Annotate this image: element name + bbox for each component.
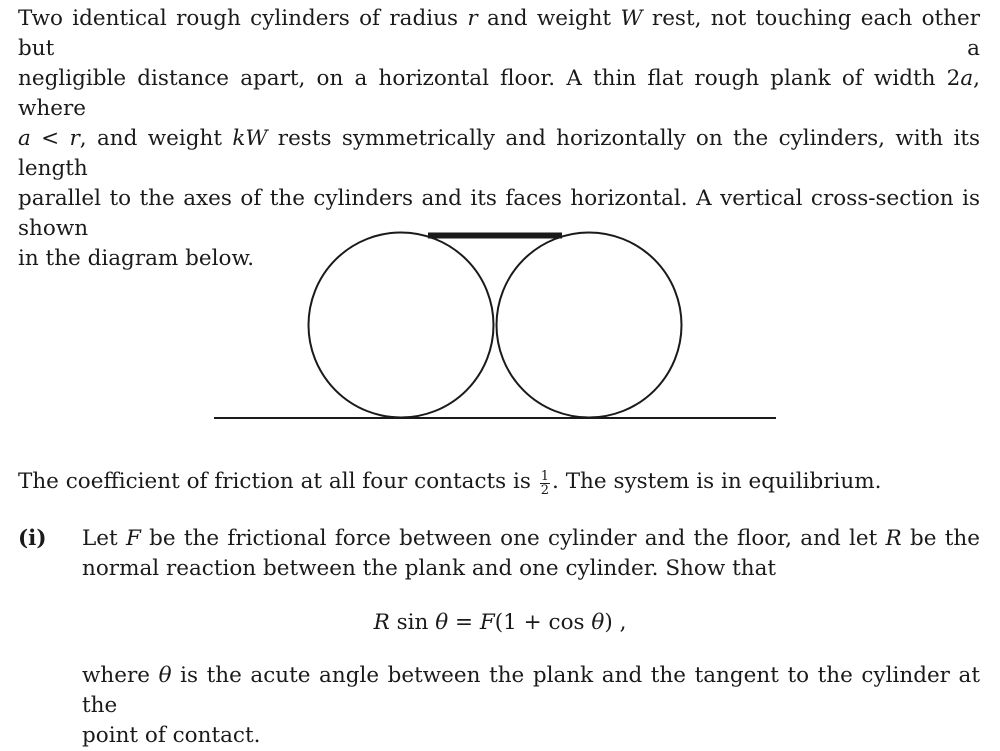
part-i-body — [82, 524, 980, 584]
intro-line-1: Two identical rough cylinders of radius r and weight W rest, not touching each other but a — [18, 6, 981, 61]
where-line-2: point of contact. — [82, 723, 261, 748]
intro-line-5: in the diagram below. — [18, 246, 255, 271]
radius-symbol: r — [467, 6, 478, 31]
intro-line-4: parallel to the axes of the cylinders and its faces horizontal. A vertical cross-section is shown — [18, 186, 980, 241]
fraction-half: $\frac{1}{2}$ — [540, 469, 550, 498]
right-cylinder — [497, 233, 682, 418]
where-clause — [82, 661, 980, 751]
weight-symbol: W — [620, 6, 643, 31]
intro-line-3: a < r, and weight kW rests symmetrically and horizontally on the cylinders, with its length — [18, 126, 980, 181]
where-line-1: where θ is the acute angle between the plank and the tangent to the cylinder at the — [82, 663, 980, 718]
left-cylinder — [309, 233, 494, 418]
intro-line-2: negligible distance apart, on a horizontal floor. A thin flat rough plank of width 2a, where — [18, 66, 980, 121]
part-i-label: (i) — [18, 526, 47, 551]
part-i-line-1: Let F be the frictional force between one cylinder and the floor, and let R be the — [82, 526, 980, 551]
display-equation: R sin θ = F(1 + cos θ) , — [373, 610, 627, 635]
cross-section-diagram — [0, 200, 1000, 440]
friction-statement: The coefficient of friction at all four contacts is $\frac{1}{2}$ . The system is in equilibrium. — [18, 469, 882, 498]
part-i-line-2: normal reaction between the plank and one cylinder. Show that — [82, 556, 777, 581]
